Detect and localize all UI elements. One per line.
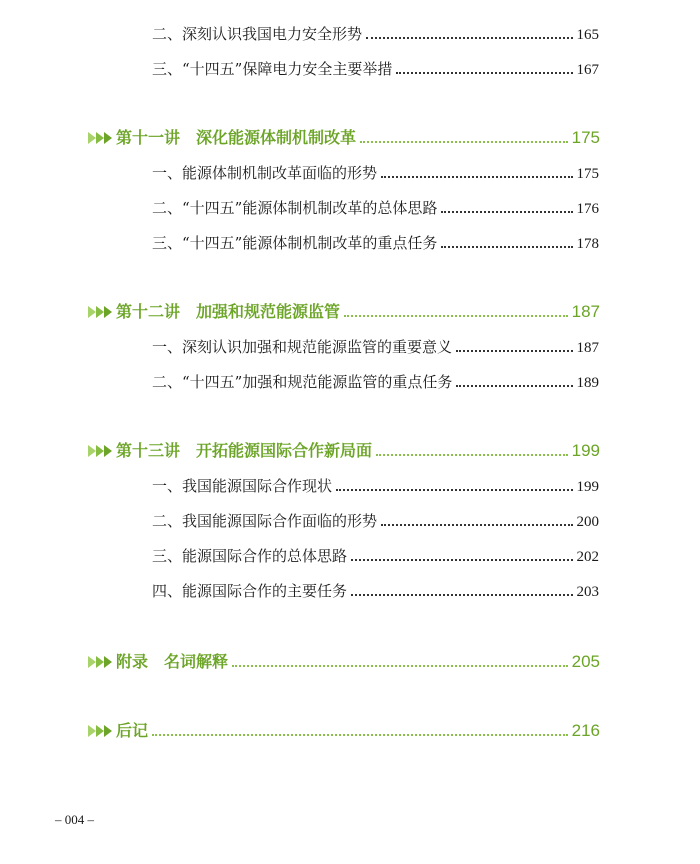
toc-chapter-page: 205	[571, 652, 600, 671]
dot-leader	[381, 176, 572, 178]
toc-entry[interactable]	[152, 335, 599, 357]
toc-chapter-page: 187	[571, 302, 600, 321]
toc-entry-title: 二、我国能源国际合作面临的形势	[152, 512, 378, 530]
toc-entry-page: 203	[576, 584, 599, 600]
toc-chapter-title: 第十二讲 加强和规范能源监管	[116, 302, 341, 321]
toc-entry-page: 165	[576, 27, 599, 43]
chevron-arrows-icon	[88, 725, 114, 737]
toc-entry-title: 二、“十四五”能源体制机制改革的总体思路	[152, 199, 438, 217]
toc-entry-page: 189	[576, 375, 599, 391]
toc-chapter-title: 后记	[116, 721, 149, 740]
toc-entry-page: 202	[576, 549, 599, 565]
toc-entry-title: 三、能源国际合作的总体思路	[152, 547, 348, 565]
toc-entry-title: 三、“十四五”保障电力安全主要举措	[152, 60, 393, 78]
dot-leader	[351, 594, 572, 596]
chevron-arrows-icon	[88, 656, 114, 668]
dot-leader	[381, 524, 572, 526]
toc-chapter[interactable]	[88, 298, 600, 322]
toc-entry-title: 一、能源体制机制改革面临的形势	[152, 164, 378, 182]
dot-leader	[441, 246, 572, 248]
dot-leader	[456, 385, 572, 387]
toc-chapter-title: 第十一讲 深化能源体制机制改革	[116, 128, 357, 147]
toc-entry[interactable]	[152, 57, 599, 79]
toc-chapter-title: 第十三讲 开拓能源国际合作新局面	[116, 441, 373, 460]
toc-entry[interactable]	[152, 196, 599, 218]
toc-chapter[interactable]	[88, 717, 600, 741]
toc-entry-page: 176	[576, 201, 599, 217]
toc-entry-title: 四、能源国际合作的主要任务	[152, 582, 348, 600]
toc-entry[interactable]	[152, 22, 599, 44]
dot-leader	[344, 315, 568, 317]
chevron-arrows-icon	[88, 445, 114, 457]
toc-entry[interactable]	[152, 544, 599, 566]
dot-leader	[152, 734, 568, 736]
toc-entry[interactable]	[152, 474, 599, 496]
chevron-arrows-icon	[88, 306, 114, 318]
chevron-arrows-icon	[88, 132, 114, 144]
dot-leader	[366, 37, 572, 39]
toc-entry[interactable]	[152, 161, 599, 183]
toc-entry-title: 三、“十四五”能源体制机制改革的重点任务	[152, 234, 438, 252]
toc-entry[interactable]	[152, 579, 599, 601]
toc-entry[interactable]	[152, 231, 599, 253]
toc-entry-page: 175	[576, 166, 599, 182]
dot-leader	[441, 211, 572, 213]
dot-leader	[456, 350, 572, 352]
toc-entry-title: 一、我国能源国际合作现状	[152, 477, 333, 495]
dot-leader	[351, 559, 572, 561]
dot-leader	[396, 72, 572, 74]
toc-entry-page: 178	[576, 236, 599, 252]
toc-chapter-page: 216	[571, 721, 600, 740]
toc-chapter-page: 175	[571, 128, 600, 147]
toc-entry-page: 187	[576, 340, 599, 356]
dot-leader	[376, 454, 568, 456]
page-number: – 004 –	[55, 812, 94, 827]
toc-chapter-title: 附录 名词解释	[116, 652, 229, 671]
toc-entry-page: 200	[576, 514, 599, 530]
toc-chapter[interactable]	[88, 124, 600, 148]
toc-entry-title: 二、深刻认识我国电力安全形势	[152, 25, 363, 43]
toc-entry-page: 199	[576, 479, 599, 495]
dot-leader	[336, 489, 572, 491]
dot-leader	[360, 141, 568, 143]
toc-entry-page: 167	[576, 62, 599, 78]
toc-chapter[interactable]	[88, 648, 600, 672]
toc-entry[interactable]	[152, 509, 599, 531]
toc-chapter[interactable]	[88, 437, 600, 461]
toc-entry-title: 二、“十四五”加强和规范能源监管的重点任务	[152, 373, 453, 391]
dot-leader	[232, 665, 568, 667]
toc-chapter-page: 199	[571, 441, 600, 460]
toc-entry[interactable]	[152, 370, 599, 392]
toc-entry-title: 一、深刻认识加强和规范能源监管的重要意义	[152, 338, 453, 356]
